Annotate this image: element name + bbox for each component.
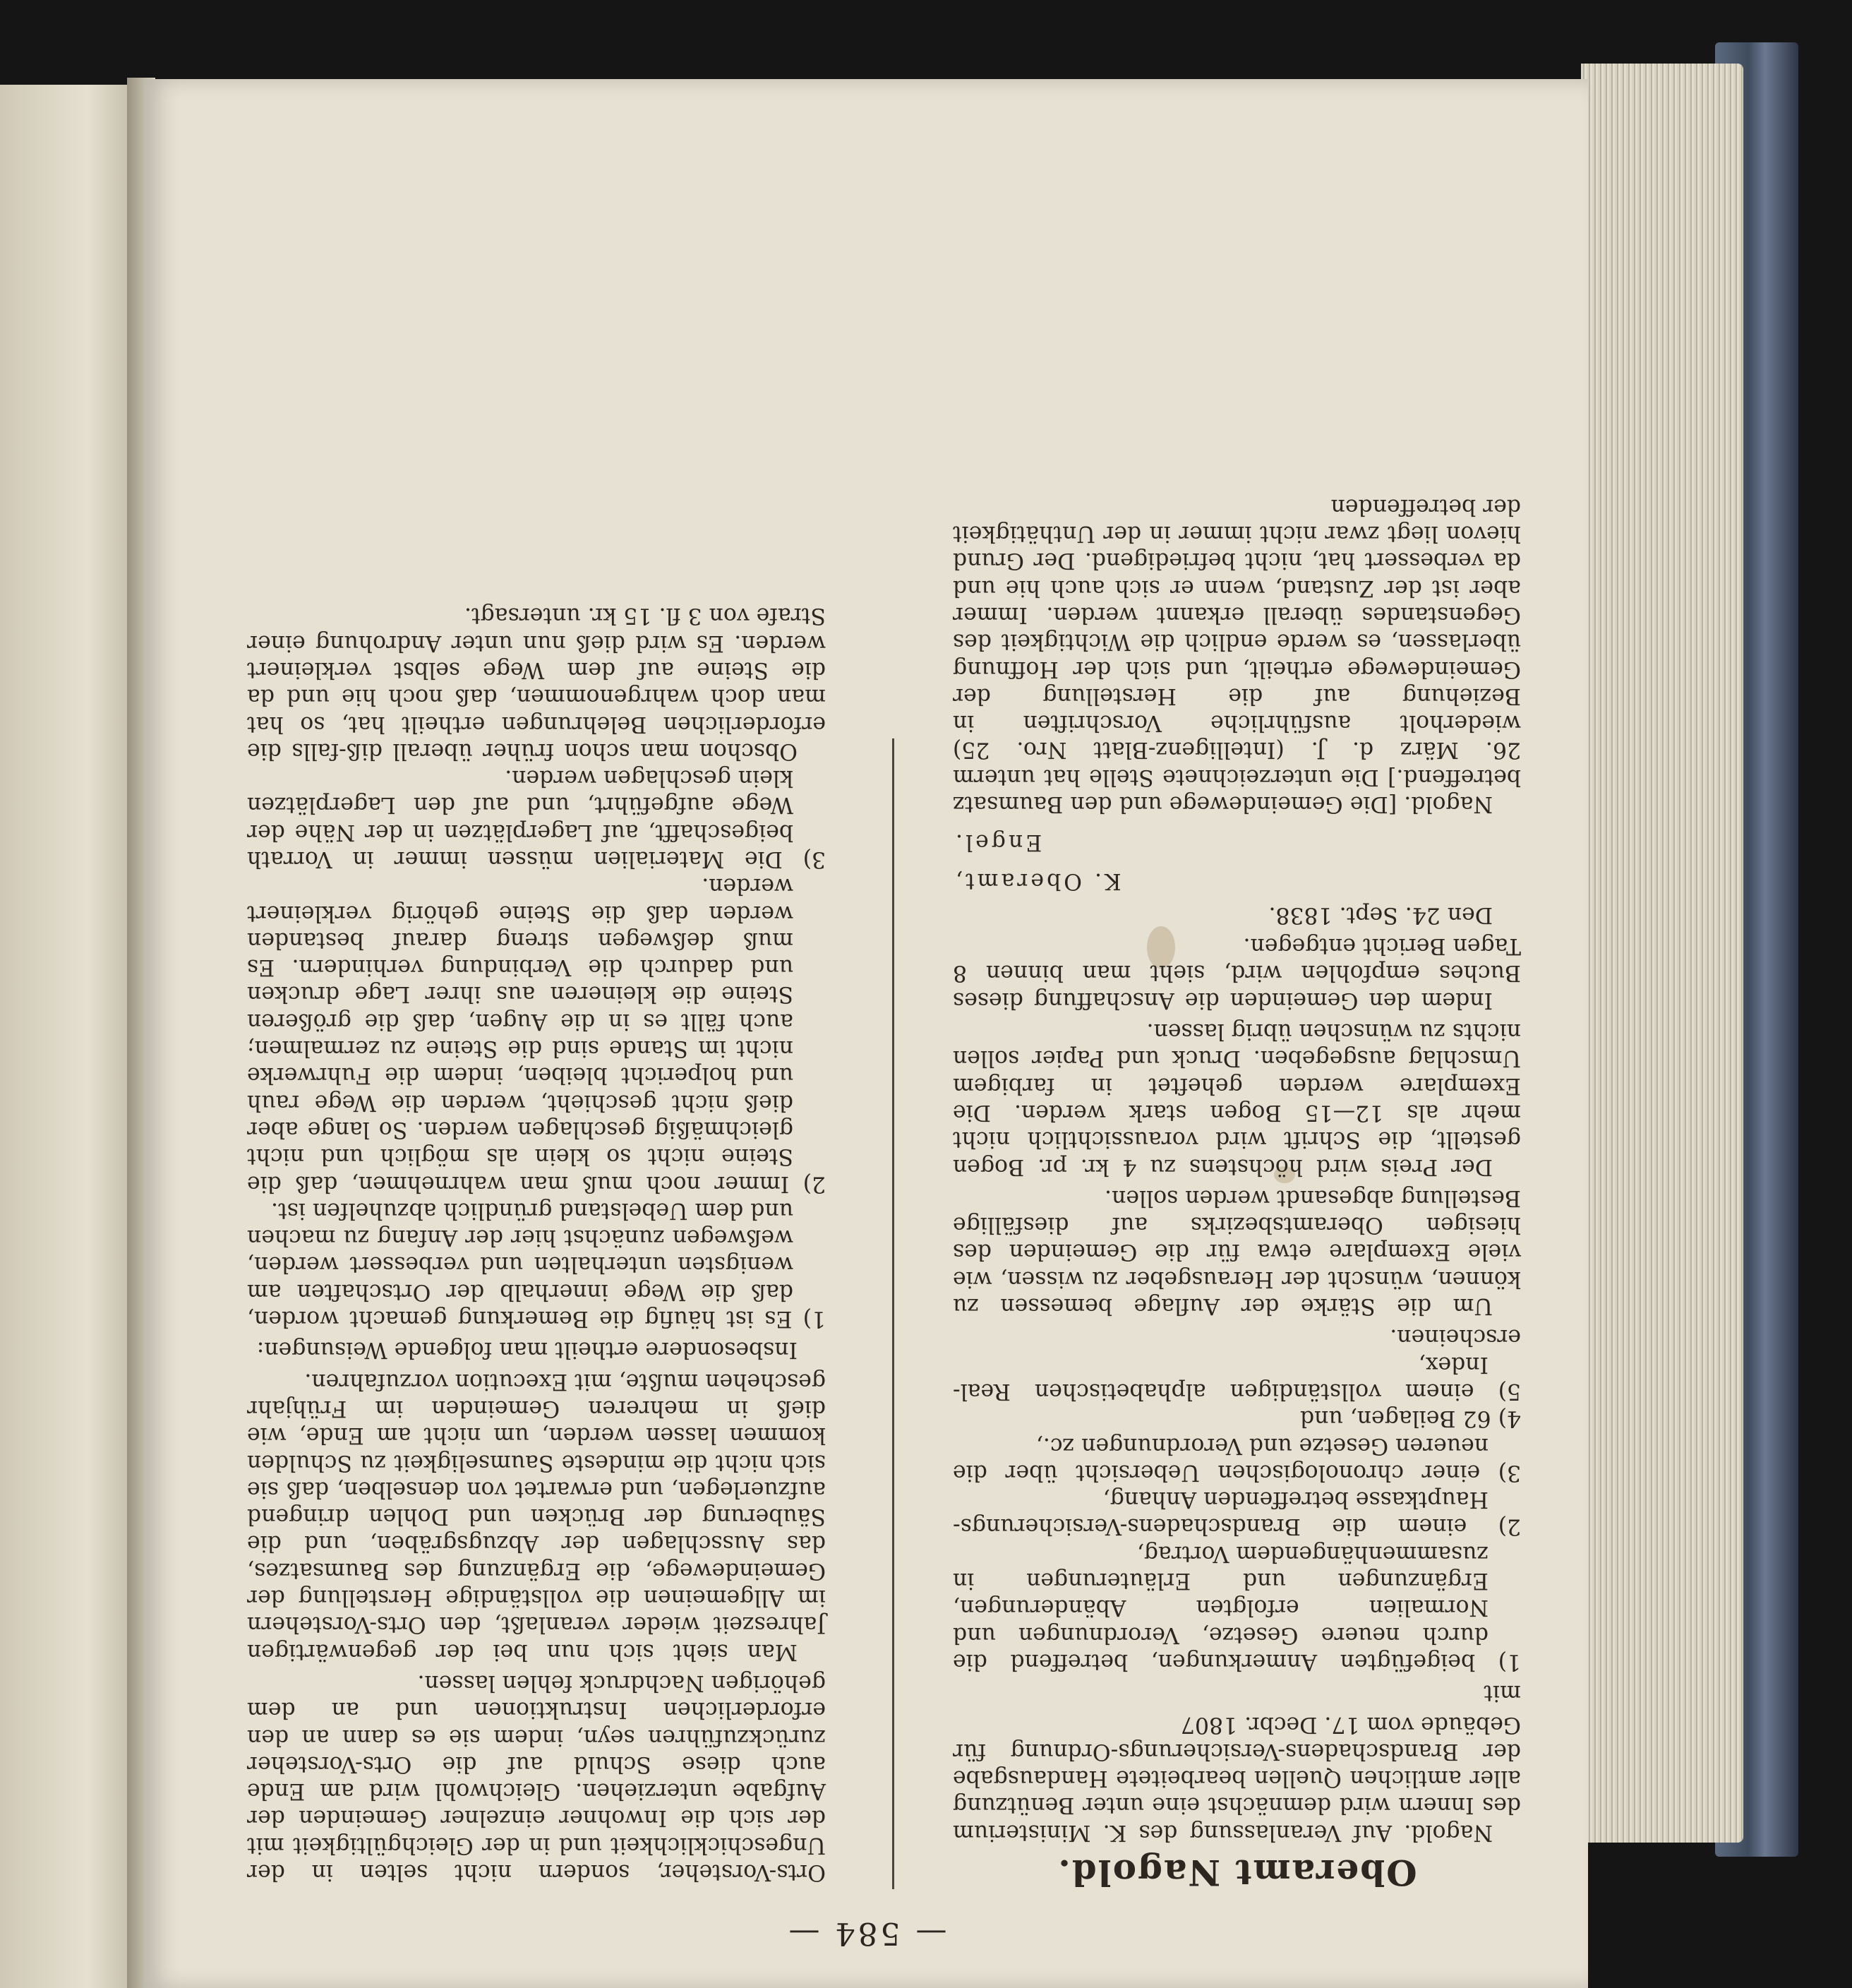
paragraph: Indem den Gemeinden die Anschaffung dieses Buches empfohlen wird, sieht man binnen 8 Tagen Bericht entgegen. xyxy=(953,933,1521,1013)
left-column xyxy=(953,489,1521,1893)
paragraph: Der Preis wird höchstens zu 4 kr. pr. Bogen gestellt, die Schrift wird voraussichtlich nicht mehr als 12—15 Bogen stark werden. Die Exemplare werden geheftet in farbigem Umschlag ausgegeben. Druck und Papier sollen nichts zu wünschen übrig lassen. xyxy=(953,1019,1521,1180)
upside-down-content xyxy=(145,79,1588,1988)
right-column xyxy=(247,598,826,1886)
page-stack-edge xyxy=(1581,64,1743,1843)
intro-paragraph: Nagold. Auf Veranlassung des K. Ministerium des Innern wird demnächst eine unter Benützung aller amtlichen Quellen bearbeitete Handausgabe der Brandschadens-Versicherungs-Ordnung für Gebäude vom 17. Decbr. 1807 xyxy=(953,1711,1521,1845)
paragraph: Nagold. [Die Gemeindewege und den Baumsatz betreffend.] Die unterzeichnete Stelle hat unterm 26. März d. J. (Intelligenz-Blatt Nro. 25) wiederholt ausführliche Vorschriften in Beziehung auf die Herstellung der Gemeindewege ertheilt, und sich der Hoffnung überlassen, es werde endlich die Wichtigkeit des Gegenstandes überall erkannt werden. Immer aber ist der Zustand, wenn er sich auch hie und da verbessert hat, nicht befriedigend. Der Grund hievon liegt zwar nicht immer in der Unthätigkeit der betreffenden xyxy=(953,493,1521,818)
list-item: 2) Immer noch muß man wahrnehmen, daß die Steine nicht so klein als möglich und nicht gleichmäßig geschlagen werden. So lange aber dieß nicht geschieht, werden die Wege rauh und holpericht bleiben, indem die Fuhrwerke nicht im Stande sind die Steine zu zermalmen; auch fällt es in die Augen, daß die größeren Steine die kleineren aus ihrer Lage drucken und dadurch die Verbindung verhindern. Es muß deßwegen streng darauf bestanden werden daß die Steine gehörig verkleinert werden. xyxy=(247,873,826,1197)
list-item: 1) beigefügten Anmerkungen, betreffend die durch neuere Gesetze, Verordnungen und Normalien erfolgten Abänderungen, Ergänzungen und Erläuterungen in zusammenhängendem Vortrag, xyxy=(953,1540,1521,1675)
paragraph: Obschon man schon früher überall diß-falls die erforderlichen Belehrungen ertheilt hat, so hat man doch wahrgenommen, daß noch hie und da die Steine auf dem Wege selbst verkleinert werden. Es wird dieß nun unter Androhung einer Strafe von 3 fl. 15 kr. untersagt. xyxy=(247,603,826,764)
paragraph: Orts-Vorsteher, sondern nicht selten in der Ungeschicklichkeit und in der Gleichgültigkeit mit der sich die Inwohner einzelner Gemeinden der Aufgabe unterziehen. Gleichwohl wird am Ende auch diese Schuld auf die Orts-Vorsteher zurückzuführen seyn, indem sie es dann an den erforderlichen Instruktionen und an dem gehörigen Nachdruck fehlen lassen. xyxy=(247,1670,826,1885)
intro-continuation: mit xyxy=(1484,1680,1521,1706)
section-heading: Oberamt Nagold. xyxy=(1057,1852,1417,1893)
column-rule xyxy=(892,738,894,1889)
list-item: 4) 62 Beilagen, und xyxy=(1299,1406,1521,1432)
book-page xyxy=(145,79,1588,1988)
list-item: 1) Es ist häufig die Bemerkung gemacht worden, daß die Wege innerhalb der Ortschaften am wenigsten unterhalten und verbessert werden, weßwegen zunächst hier der Anfang zu machen und dem Uebelstand gründlich abzuhelfen ist. xyxy=(247,1197,826,1332)
signature-office: K. Oberamt, xyxy=(953,868,1122,894)
list-item: 5) einem vollständigen alphabetischen Real-Index, xyxy=(953,1351,1521,1404)
appear-line: erscheinen. xyxy=(1390,1324,1521,1351)
list-item: 3) Die Materialien müssen immer in Vorrath beigeschafft, auf Lagerplätzen in der Nähe der Wege aufgeführt, und auf den Lagerplätzen klein geschlagen werden. xyxy=(247,765,826,873)
paragraph: Um die Stärke der Auflage bemessen zu können, wünscht der Herausgeber zu wissen, wie viele Exemplare etwa für die Gemeinden des hiesigen Oberamtsbezirks auf diesfällige Bestellung abgesandt werden sollen. xyxy=(953,1185,1521,1319)
page-number: — 584 — xyxy=(786,1915,947,1951)
signature-name: Engel. xyxy=(953,830,1042,856)
left-page-edge xyxy=(0,85,145,1988)
date-line: Den 24. Sept. 1838. xyxy=(1268,902,1493,928)
list-item: 2) einem die Brandschadens-Versicherungs-Hauptkasse betreffenden Anhang, xyxy=(953,1487,1521,1540)
paragraph: Insbesondere ertheilt man folgende Weisungen: xyxy=(256,1337,798,1363)
list-item: 3) einer chronologischen Uebersicht über die neueren Gesetze und Verordnungen zc., xyxy=(953,1432,1521,1485)
paragraph: Man sieht sich nun bei der gegenwärtigen Jahreszeit wieder veranlaßt, den Orts-Vorstehern im Allgemeinen die vollständige Herstellung der Gemeindewege, die Ergänzung des Baumsatzes, das Ausschlagen der Abzugsgräben, und die Säuberung der Brücken und Dohlen dringend aufzuerlegen, und erwartet von denselben, daß sie sich nicht die mindeste Saumseligkeit zu Schulden kommen lassen werden, um nicht am Ende, wie dieß in mehreren Gemeinden im Frühjahr geschehen mußte, mit Execution vorzufahren. xyxy=(247,1368,826,1665)
